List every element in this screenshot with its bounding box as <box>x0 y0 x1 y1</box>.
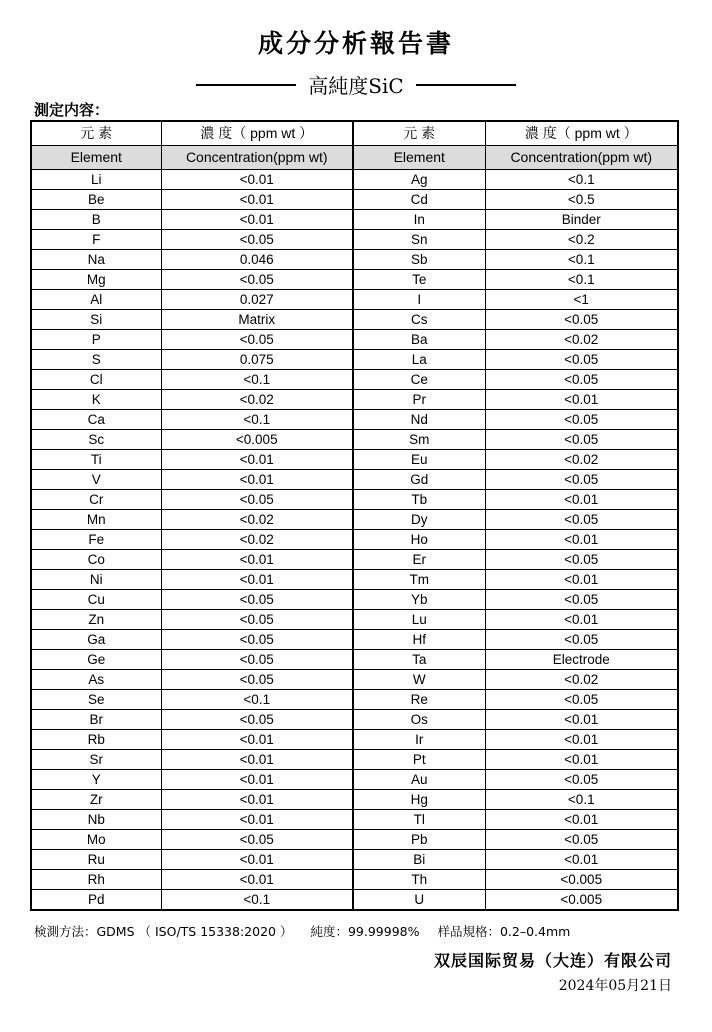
table-row <box>31 790 678 810</box>
concentration-cell: <0.05 <box>161 490 353 510</box>
concentration-cell: <0.1 <box>161 690 353 710</box>
concentration-cell: <0.1 <box>161 890 353 911</box>
concentration-cell: <0.01 <box>485 850 678 870</box>
element-cell: Au <box>353 770 485 790</box>
element-cell: Er <box>353 550 485 570</box>
subtitle: 高純度SiC <box>308 74 404 98</box>
concentration-cell: <0.01 <box>485 530 678 550</box>
header-element-cn-right: 元 素 <box>353 121 485 146</box>
subtitle-row <box>0 70 712 99</box>
element-cell: Si <box>31 310 161 330</box>
table-row <box>31 330 678 350</box>
element-cell: Tm <box>353 570 485 590</box>
element-cell: Lu <box>353 610 485 630</box>
table-row <box>31 270 678 290</box>
element-cell: Sc <box>31 430 161 450</box>
subtitle-right-rule <box>416 84 516 86</box>
concentration-cell: <0.01 <box>161 450 353 470</box>
concentration-cell: <0.05 <box>161 330 353 350</box>
concentration-cell: <0.05 <box>485 630 678 650</box>
element-cell: Sn <box>353 230 485 250</box>
concentration-cell: <0.02 <box>161 530 353 550</box>
table-row <box>31 570 678 590</box>
table-row <box>31 610 678 630</box>
sample-spec: 样品規格：0.2–0.4mm <box>437 924 571 939</box>
element-cell: Gd <box>353 470 485 490</box>
element-cell: Co <box>31 550 161 570</box>
concentration-cell: Binder <box>485 210 678 230</box>
concentration-cell: <0.05 <box>485 690 678 710</box>
element-cell: B <box>31 210 161 230</box>
concentration-cell: <0.01 <box>485 810 678 830</box>
element-cell: Y <box>31 770 161 790</box>
element-cell: Re <box>353 690 485 710</box>
element-cell: Hg <box>353 790 485 810</box>
table-row <box>31 550 678 570</box>
element-cell: Cr <box>31 490 161 510</box>
table-row <box>31 350 678 370</box>
element-cell: V <box>31 470 161 490</box>
concentration-table <box>30 120 679 911</box>
element-cell: Zn <box>31 610 161 630</box>
table-row <box>31 670 678 690</box>
concentration-cell: <0.01 <box>161 550 353 570</box>
concentration-cell: <0.01 <box>161 790 353 810</box>
header-conc-cn-right: 濃 度（ ppm wt ） <box>485 121 678 146</box>
element-cell: Dy <box>353 510 485 530</box>
concentration-cell: <0.01 <box>161 470 353 490</box>
element-cell: As <box>31 670 161 690</box>
company-name: 双辰国际贸易（大连）有限公司 <box>433 951 672 970</box>
concentration-cell: <0.05 <box>161 710 353 730</box>
table-row <box>31 310 678 330</box>
element-cell: Nd <box>353 410 485 430</box>
table-row <box>31 630 678 650</box>
header-row-en <box>31 146 678 170</box>
concentration-cell: <0.01 <box>485 730 678 750</box>
table-row <box>31 390 678 410</box>
element-cell: Sr <box>31 750 161 770</box>
table-row <box>31 170 678 190</box>
element-cell: Yb <box>353 590 485 610</box>
table-row <box>31 410 678 430</box>
header-row-cn <box>31 121 678 146</box>
concentration-cell: <0.01 <box>161 850 353 870</box>
element-cell: Pt <box>353 750 485 770</box>
concentration-cell: <0.05 <box>485 430 678 450</box>
element-cell: Ag <box>353 170 485 190</box>
concentration-cell: Matrix <box>161 310 353 330</box>
table-body <box>31 170 678 911</box>
concentration-cell: <0.01 <box>161 170 353 190</box>
concentration-cell: <0.1 <box>485 790 678 810</box>
element-cell: Zr <box>31 790 161 810</box>
element-cell: Sb <box>353 250 485 270</box>
element-cell: Ti <box>31 450 161 470</box>
section-label: 測定内容： <box>34 101 110 119</box>
concentration-cell: <0.05 <box>161 610 353 630</box>
element-cell: I <box>353 290 485 310</box>
element-cell: K <box>31 390 161 410</box>
concentration-cell: <0.005 <box>161 430 353 450</box>
element-cell: Te <box>353 270 485 290</box>
element-cell: Pd <box>31 890 161 911</box>
purity: 純度：99.99998% <box>310 924 420 939</box>
test-method: 検測方法：GDMS （ ISO/TS 15338:2020 ） <box>34 924 293 939</box>
element-cell: Ce <box>353 370 485 390</box>
concentration-cell: 0.046 <box>161 250 353 270</box>
table-row <box>31 810 678 830</box>
concentration-cell: <0.05 <box>161 590 353 610</box>
concentration-cell: <0.01 <box>161 730 353 750</box>
table-row <box>31 750 678 770</box>
concentration-cell: <0.01 <box>485 570 678 590</box>
concentration-cell: <0.01 <box>161 810 353 830</box>
element-cell: Al <box>31 290 161 310</box>
concentration-cell: <0.02 <box>161 510 353 530</box>
report-date: 2024年05月21日 <box>558 978 672 994</box>
concentration-cell: <0.02 <box>485 670 678 690</box>
element-cell: Se <box>31 690 161 710</box>
concentration-cell: Electrode <box>485 650 678 670</box>
element-cell: Pr <box>353 390 485 410</box>
concentration-cell: <0.05 <box>485 350 678 370</box>
element-cell: Sm <box>353 430 485 450</box>
header-conc-en-left: Concentration(ppm wt) <box>161 146 353 170</box>
concentration-cell: <0.05 <box>485 590 678 610</box>
concentration-cell: <0.01 <box>161 870 353 890</box>
table-row <box>31 530 678 550</box>
concentration-cell: <0.1 <box>485 170 678 190</box>
table-row <box>31 250 678 270</box>
concentration-cell: <0.05 <box>161 270 353 290</box>
element-cell: Tb <box>353 490 485 510</box>
concentration-cell: <0.05 <box>485 830 678 850</box>
element-cell: Ru <box>31 850 161 870</box>
concentration-cell: <0.05 <box>485 470 678 490</box>
element-cell: Ga <box>31 630 161 650</box>
concentration-cell: <0.05 <box>161 830 353 850</box>
concentration-cell: <0.01 <box>161 770 353 790</box>
element-cell: Ni <box>31 570 161 590</box>
concentration-cell: <0.01 <box>485 390 678 410</box>
concentration-cell: <0.05 <box>485 310 678 330</box>
element-cell: Be <box>31 190 161 210</box>
element-cell: W <box>353 670 485 690</box>
concentration-cell: <0.05 <box>485 770 678 790</box>
report-title: 成分分析報告書 <box>257 29 454 58</box>
concentration-cell: <0.01 <box>161 190 353 210</box>
table-row <box>31 210 678 230</box>
concentration-cell: <0.05 <box>485 510 678 530</box>
element-cell: Fe <box>31 530 161 550</box>
element-cell: La <box>353 350 485 370</box>
element-cell: Mo <box>31 830 161 850</box>
table-row <box>31 370 678 390</box>
header-element-en-right: Element <box>353 146 485 170</box>
concentration-cell: <0.05 <box>485 410 678 430</box>
concentration-cell: <0.2 <box>485 230 678 250</box>
concentration-cell: 0.075 <box>161 350 353 370</box>
concentration-cell: <0.02 <box>161 390 353 410</box>
concentration-cell: <0.05 <box>161 670 353 690</box>
table-row <box>31 190 678 210</box>
element-cell: Hf <box>353 630 485 650</box>
table-row <box>31 870 678 890</box>
concentration-cell: <0.1 <box>161 410 353 430</box>
element-cell: Mg <box>31 270 161 290</box>
element-cell: Rh <box>31 870 161 890</box>
element-cell: Cs <box>353 310 485 330</box>
element-cell: Ba <box>353 330 485 350</box>
header-element-en-left: Element <box>31 146 161 170</box>
element-cell: Cu <box>31 590 161 610</box>
element-cell: Na <box>31 250 161 270</box>
concentration-cell: <0.01 <box>161 210 353 230</box>
concentration-cell: <0.05 <box>485 550 678 570</box>
table-row <box>31 690 678 710</box>
table-row <box>31 510 678 530</box>
element-cell: Cl <box>31 370 161 390</box>
table-row <box>31 430 678 450</box>
table-row <box>31 850 678 870</box>
concentration-cell: <0.1 <box>161 370 353 390</box>
concentration-cell: <0.01 <box>485 610 678 630</box>
concentration-cell: <0.01 <box>161 570 353 590</box>
header-conc-cn-left: 濃 度（ ppm wt ） <box>161 121 353 146</box>
table-row <box>31 230 678 250</box>
concentration-cell: <0.01 <box>485 710 678 730</box>
subtitle-left-rule <box>196 84 296 86</box>
table-row <box>31 830 678 850</box>
concentration-cell: <0.1 <box>485 250 678 270</box>
element-cell: P <box>31 330 161 350</box>
concentration-cell: <0.005 <box>485 870 678 890</box>
element-cell: Ho <box>353 530 485 550</box>
element-cell: U <box>353 890 485 911</box>
concentration-cell: <0.5 <box>485 190 678 210</box>
element-cell: Pb <box>353 830 485 850</box>
concentration-cell: <0.005 <box>485 890 678 911</box>
concentration-cell: <0.02 <box>485 450 678 470</box>
concentration-cell: <0.01 <box>485 750 678 770</box>
element-cell: Ge <box>31 650 161 670</box>
concentration-cell: <1 <box>485 290 678 310</box>
table-row <box>31 770 678 790</box>
table-row <box>31 730 678 750</box>
element-cell: Tl <box>353 810 485 830</box>
element-cell: F <box>31 230 161 250</box>
table-row <box>31 490 678 510</box>
element-cell: Br <box>31 710 161 730</box>
header-element-cn-left: 元 素 <box>31 121 161 146</box>
concentration-cell: <0.05 <box>161 650 353 670</box>
element-cell: Th <box>353 870 485 890</box>
concentration-cell: <0.01 <box>485 490 678 510</box>
concentration-cell: <0.01 <box>161 750 353 770</box>
element-cell: Os <box>353 710 485 730</box>
element-cell: Li <box>31 170 161 190</box>
element-cell: S <box>31 350 161 370</box>
table-row <box>31 590 678 610</box>
concentration-cell: 0.027 <box>161 290 353 310</box>
concentration-cell: <0.1 <box>485 270 678 290</box>
element-cell: Nb <box>31 810 161 830</box>
element-cell: Bi <box>353 850 485 870</box>
element-cell: Eu <box>353 450 485 470</box>
element-cell: Cd <box>353 190 485 210</box>
table-row <box>31 290 678 310</box>
table-row <box>31 650 678 670</box>
concentration-cell: <0.05 <box>485 370 678 390</box>
element-cell: Ir <box>353 730 485 750</box>
table-row <box>31 890 678 911</box>
test-info <box>34 922 584 940</box>
element-cell: In <box>353 210 485 230</box>
table-row <box>31 710 678 730</box>
concentration-cell: <0.02 <box>485 330 678 350</box>
concentration-cell: <0.05 <box>161 230 353 250</box>
element-cell: Mn <box>31 510 161 530</box>
table-row <box>31 470 678 490</box>
header-conc-en-right: Concentration(ppm wt) <box>485 146 678 170</box>
concentration-cell: <0.05 <box>161 630 353 650</box>
element-cell: Rb <box>31 730 161 750</box>
element-cell: Ta <box>353 650 485 670</box>
element-cell: Ca <box>31 410 161 430</box>
table-row <box>31 450 678 470</box>
